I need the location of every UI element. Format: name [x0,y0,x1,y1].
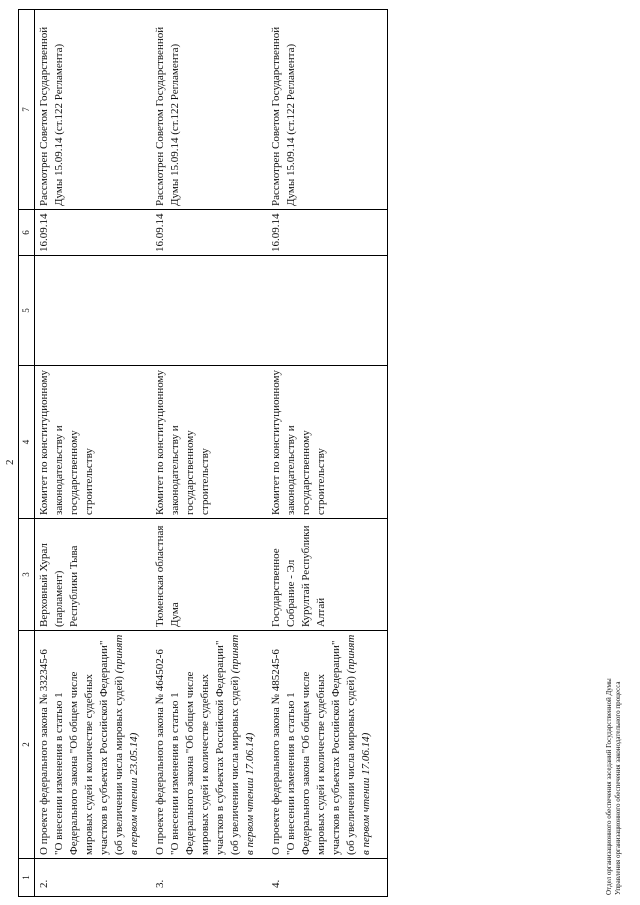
footer-line-2: Управления организационного обеспечения законодательного процесса [614,681,622,895]
col-header-7: 7 [19,10,35,210]
column-5-cell [35,256,152,366]
footer [605,678,623,895]
col-header-6: 6 [19,210,35,256]
bill-title: О проекте федерального закона № 485245-6 "О внесении изменения в статью 1 Федерального закона "Об общем числе мировых судей и количестве судебных участков в субъектах Российской Федерации" (об увеличении числа мировых судей) [270,640,357,855]
initiator-cell: Тюменская областная Дума [151,519,267,631]
reading-note: (принят в первом чтении 17.06.14) [229,634,256,855]
committee-cell: Комитет по конституционному законодательству и государственному строительству [151,366,267,519]
column-5-cell [151,256,267,366]
table-row [151,10,267,897]
col-header-4: 4 [19,366,35,519]
date-cell: 16.09.14 [151,210,267,256]
status-cell: Рассмотрен Советом Государственной Думы 15.09.14 (ст.122 Регламента) [151,10,267,210]
date-cell: 16.09.14 [35,210,152,256]
bill-title-cell [35,631,152,859]
status-cell: Рассмотрен Советом Государственной Думы 15.09.14 (ст.122 Регламента) [267,10,388,210]
date-cell: 16.09.14 [267,210,388,256]
page-number: 2 [4,459,16,465]
table-row [267,10,388,897]
committee-cell: Комитет по конституционному законодательству и государственному строительству [267,366,388,519]
column-5-cell [267,256,388,366]
reading-note: (принят в первом чтении 17.06.14) [345,634,372,855]
initiator-cell: Государственное Собрание - Эл Курултай Республики Алтай [267,519,388,631]
status-cell: Рассмотрен Советом Государственной Думы 15.09.14 (ст.122 Регламента) [35,10,152,210]
col-header-5: 5 [19,256,35,366]
committee-cell: Комитет по конституционному законодательству и государственному строительству [35,366,152,519]
bill-title-cell [267,631,388,859]
col-header-2: 2 [19,631,35,859]
footer-line-1: Отдел организационного обеспечения заседаний Государственной Думы [605,678,613,895]
row-number: 2. [35,859,152,897]
row-number: 4. [267,859,388,897]
column-number-header [19,10,35,897]
col-header-1: 1 [19,859,35,897]
col-header-3: 3 [19,519,35,631]
bill-title-cell [151,631,267,859]
table-row [35,10,152,897]
reading-note: (принят в первом чтении 23.05.14) [113,634,140,855]
bills-table [18,9,388,897]
row-number: 3. [151,859,267,897]
bill-title: О проекте федерального закона № 464502-6 "О внесении изменения в статью 1 Федерального закона "Об общем числе мировых судей и количестве судебных участков в субъектах Российской Федерации" (об увеличении числа мировых судей) [154,640,241,855]
initiator-cell: Верховный Хурал (парламент) Республики Тыва [35,519,152,631]
bill-title: О проекте федерального закона № 332345-6 "О внесении изменения в статью 1 Федерального закона "Об общем числе мировых судей и количестве судебных участков в субъектах Российской Федерации" (об увеличении числа мировых судей) [38,640,125,855]
